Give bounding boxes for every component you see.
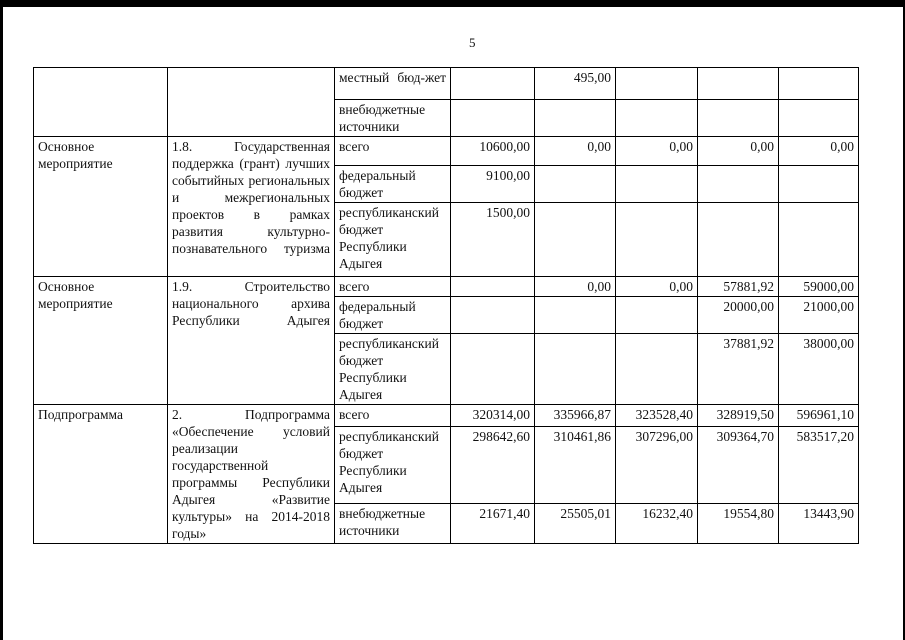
activity-type-cell: Подпрограмма [34, 405, 168, 544]
value-cell: 38000,00 [779, 334, 859, 405]
value-cell: 21000,00 [779, 297, 859, 334]
value-cell [779, 203, 859, 277]
value-cell [535, 334, 616, 405]
source-cell: всего [335, 405, 451, 427]
source-cell: внебюджетные источники [335, 503, 451, 543]
value-cell: 1500,00 [451, 203, 535, 277]
value-cell [698, 68, 779, 100]
value-cell [616, 297, 698, 334]
value-cell: 0,00 [616, 137, 698, 166]
activity-name-cell: 1.9. Строительство национального архива Республики Адыгея [168, 277, 335, 405]
source-cell: внебюджетные источники [335, 100, 451, 137]
value-cell: 0,00 [535, 137, 616, 166]
value-cell: 335966,87 [535, 405, 616, 427]
source-cell: республиканский бюджет Республики Адыгея [335, 334, 451, 405]
value-cell: 9100,00 [451, 166, 535, 203]
value-cell [779, 166, 859, 203]
value-cell: 583517,20 [779, 426, 859, 503]
value-cell [779, 100, 859, 137]
source-cell: местный бюд-жет [335, 68, 451, 100]
value-cell: 20000,00 [698, 297, 779, 334]
value-cell: 307296,00 [616, 426, 698, 503]
value-cell: 309364,70 [698, 426, 779, 503]
value-cell: 0,00 [616, 277, 698, 297]
value-cell [698, 203, 779, 277]
value-cell: 310461,86 [535, 426, 616, 503]
value-cell: 298642,60 [451, 426, 535, 503]
value-cell [535, 203, 616, 277]
value-cell: 495,00 [535, 68, 616, 100]
source-cell: федеральный бюджет [335, 166, 451, 203]
value-cell [451, 68, 535, 100]
value-cell [616, 334, 698, 405]
value-cell: 19554,80 [698, 503, 779, 543]
value-cell [535, 100, 616, 137]
activity-type-cell: Основное мероприятие [34, 277, 168, 405]
activity-name-cell: 1.8. Государственная поддержка (грант) лучших событийных региональных и межрегиональных проектов в рамках развития культурно-познавательного туризма [168, 137, 335, 277]
value-cell: 57881,92 [698, 277, 779, 297]
activity-type-cell: Основное мероприятие [34, 137, 168, 277]
value-cell [451, 100, 535, 137]
value-cell [698, 166, 779, 203]
value-cell [779, 68, 859, 100]
value-cell: 25505,01 [535, 503, 616, 543]
program-funding-table [33, 67, 859, 544]
value-cell: 13443,90 [779, 503, 859, 543]
table-row [34, 68, 859, 100]
value-cell: 320314,00 [451, 405, 535, 427]
value-cell: 0,00 [698, 137, 779, 166]
value-cell: 16232,40 [616, 503, 698, 543]
value-cell: 0,00 [535, 277, 616, 297]
value-cell: 323528,40 [616, 405, 698, 427]
value-cell: 37881,92 [698, 334, 779, 405]
type-cell [34, 68, 168, 137]
value-cell [616, 68, 698, 100]
source-cell: республиканский бюджет Республики Адыгея [335, 426, 451, 503]
value-cell: 59000,00 [779, 277, 859, 297]
value-cell [616, 100, 698, 137]
value-cell [616, 166, 698, 203]
table-row [34, 277, 859, 297]
value-cell [451, 297, 535, 334]
table-row [34, 137, 859, 166]
name-cell [168, 68, 335, 137]
source-cell: всего [335, 277, 451, 297]
value-cell [451, 277, 535, 297]
value-cell: 596961,10 [779, 405, 859, 427]
value-cell: 10600,00 [451, 137, 535, 166]
table-row [34, 405, 859, 427]
value-cell [451, 334, 535, 405]
value-cell: 0,00 [779, 137, 859, 166]
value-cell [698, 100, 779, 137]
source-cell: федеральный бюджет [335, 297, 451, 334]
value-cell [616, 203, 698, 277]
value-cell [535, 166, 616, 203]
scan-top-border [0, 0, 905, 7]
value-cell [535, 297, 616, 334]
value-cell: 328919,50 [698, 405, 779, 427]
value-cell: 21671,40 [451, 503, 535, 543]
source-cell: республиканский бюджет Республики Адыгея [335, 203, 451, 277]
scan-left-border [0, 0, 3, 640]
source-cell: всего [335, 137, 451, 166]
page-number: 5 [469, 35, 476, 50]
activity-name-cell: 2. Подпрограмма «Обеспечение условий реализации государственной программы Республики Адыгея «Развитие культуры» на 2014-2018 годы» [168, 405, 335, 544]
